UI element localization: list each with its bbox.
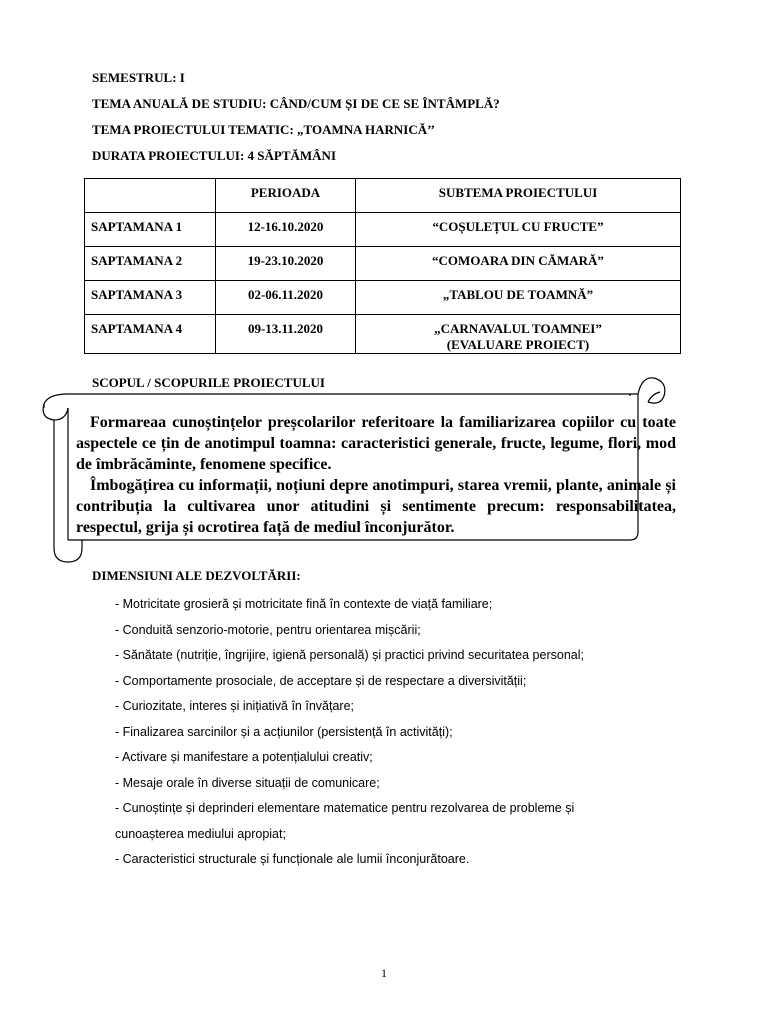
list-item: - Finalizarea sarcinilor și a acțiunilor (persistență în activități); bbox=[115, 724, 453, 739]
list-item: - Curiozitate, interes și inițiativă în învățare; bbox=[115, 699, 354, 713]
subtema-cell bbox=[356, 281, 681, 315]
list-item: - Caracteristici structurale și funcționale ale lumii înconjurătoare. bbox=[115, 852, 470, 866]
dimensiuni-list bbox=[115, 592, 715, 873]
semestru-line: SEMESTRUL: I bbox=[92, 70, 185, 85]
table-header-row bbox=[85, 179, 681, 213]
durata-line: DURATA PROIECTULUI: 4 SĂPTĂMÂNI bbox=[92, 148, 337, 163]
subtema-cell bbox=[356, 315, 681, 354]
period-cell: 09-13.11.2020 bbox=[216, 315, 356, 354]
tema-anuala-line: TEMA ANUALĂ DE STUDIU: CÂND/CUM ȘI DE CE SE ÎNTÂMPLĂ? bbox=[92, 96, 500, 111]
period-cell: 02-06.11.2020 bbox=[216, 281, 356, 315]
schedule-table bbox=[84, 178, 681, 354]
table-row bbox=[85, 247, 681, 281]
subtema-text: „CARNAVALUL TOAMNEI” bbox=[434, 321, 602, 336]
dimensiuni-title: DIMENSIUNI ALE DEZVOLTĂRII: bbox=[92, 568, 301, 583]
table-header-cell: SUBTEMA PROIECTULUI bbox=[356, 179, 681, 213]
week-cell: SAPTAMANA 1 bbox=[85, 213, 216, 247]
subtema-note: (EVALUARE PROIECT) bbox=[446, 337, 590, 352]
list-item: - Sănătate (nutriție, îngrijire, igienă personală) și practici privind securitatea personal; bbox=[115, 648, 584, 662]
list-item: - Conduită senzorio-motorie, pentru orientarea mișcării; bbox=[115, 622, 421, 637]
table-header-cell: PERIOADA bbox=[216, 179, 356, 213]
list-item: cunoașterea mediului apropiat; bbox=[115, 826, 286, 841]
table-header-cell bbox=[85, 179, 216, 213]
list-item: - Cunoștințe și deprinderi elementare matematice pentru rezolvarea de probleme și bbox=[115, 801, 575, 815]
week-cell: SAPTAMANA 3 bbox=[85, 281, 216, 315]
table-row bbox=[85, 281, 681, 315]
scop-title: SCOPUL / SCOPURILE PROIECTULUI bbox=[92, 375, 325, 390]
list-item: - Activare și manifestare a potențialului creativ; bbox=[115, 750, 373, 764]
week-cell: SAPTAMANA 4 bbox=[85, 315, 216, 354]
subtema-text: “COMOARA DIN CĂMARĂ” bbox=[432, 253, 604, 268]
subtema-text: “COȘULEȚUL CU FRUCTE” bbox=[432, 219, 604, 234]
page-number: 1 bbox=[381, 966, 387, 980]
scop-text bbox=[76, 412, 676, 538]
list-item: - Comportamente prosociale, de acceptare și de respectare a diversivității; bbox=[115, 673, 527, 688]
subtema-text: „TABLOU DE TOAMNĂ” bbox=[442, 287, 594, 302]
subtema-cell bbox=[356, 213, 681, 247]
table-row bbox=[85, 213, 681, 247]
period-cell: 12-16.10.2020 bbox=[216, 213, 356, 247]
tema-proiect-line: TEMA PROIECTULUI TEMATIC: „TOAMNA HARNICĂ’’ bbox=[92, 122, 435, 137]
subtema-cell bbox=[356, 247, 681, 281]
table-row bbox=[85, 315, 681, 354]
week-cell: SAPTAMANA 2 bbox=[85, 247, 216, 281]
list-item: - Mesaje orale în diverse situații de comunicare; bbox=[115, 775, 380, 790]
scop-paragraph-2: Îmbogățirea cu informații, noțiuni depre anotimpuri, starea vremii, plante, animale și contribuția la cultivarea unor atitudini și sentimente precum: responsabilitatea, respectul, grija și ocrotirea față de mediul înconjurător. bbox=[76, 477, 676, 536]
list-item: - Motricitate grosieră și motricitate fină în contexte de viață familiare; bbox=[115, 597, 493, 611]
scop-paragraph-1: Formareaa cunoștințelor preșcolarilor referitoare la familiarizarea copiilor cu toate aspectele ce țin de anotimpul toamna: caracteristici generale, fructe, legume, flori, mod de îmbrăcăminte, fenomene specifice. bbox=[76, 414, 676, 473]
period-cell: 19-23.10.2020 bbox=[216, 247, 356, 281]
